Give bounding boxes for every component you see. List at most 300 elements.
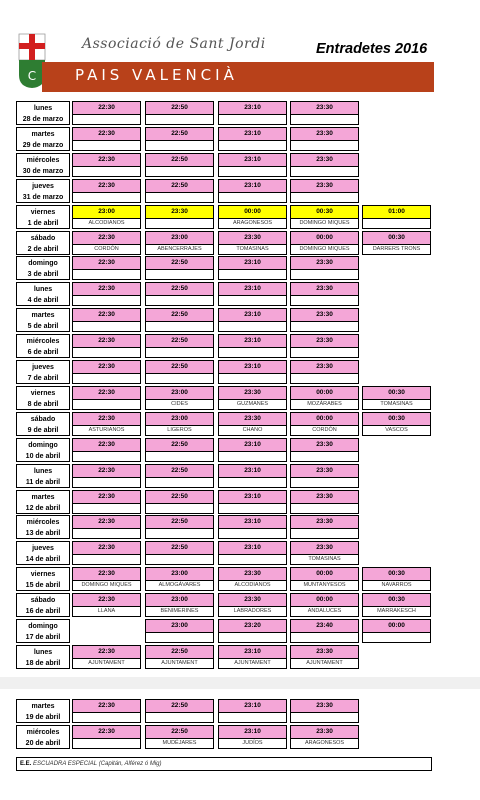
- schedule-cell: [72, 231, 141, 255]
- schedule-cell: [290, 412, 359, 436]
- schedule-cell: [218, 515, 287, 539]
- day-date: 30 de marzo: [22, 167, 64, 175]
- entry-time: 00:30: [363, 232, 430, 245]
- day-date: 7 de abril: [27, 375, 59, 382]
- day-name: martes: [31, 703, 55, 710]
- entry-group: [73, 477, 140, 487]
- entry-group: [219, 554, 286, 564]
- entry-time: 22:30: [73, 465, 140, 478]
- entry-group: [146, 554, 213, 564]
- day-name: viernes: [30, 208, 56, 216]
- entry-group: LIGEROS: [167, 426, 192, 433]
- schedule-cell: [145, 619, 214, 643]
- day-date: 9 de abril: [27, 426, 59, 434]
- entry-time: 23:10: [219, 491, 286, 504]
- day-cell: [16, 127, 70, 151]
- day-date: 12 de abril: [25, 504, 61, 512]
- entry-group: [73, 451, 140, 461]
- entry-time: 22:30: [73, 128, 140, 141]
- schedule-cell: [72, 334, 141, 358]
- entry-group: [73, 373, 140, 383]
- entry-group: [146, 373, 213, 383]
- entry-group: ALCODIANOS: [88, 219, 125, 226]
- schedule-cell: [218, 386, 287, 410]
- entry-group: MARRAKESCH: [377, 608, 416, 615]
- entry-time: 23:10: [219, 439, 286, 452]
- schedule-cell: [72, 699, 141, 723]
- entry-group: [146, 712, 213, 722]
- day-name: martes: [31, 130, 55, 138]
- entry-time: 23:30: [219, 232, 286, 245]
- entry-group: [291, 373, 358, 383]
- entry-time: 22:50: [146, 154, 213, 167]
- entry-time: 22:30: [73, 335, 140, 348]
- schedule-cell: [145, 699, 214, 723]
- day-cell: [16, 179, 70, 203]
- entry-time: 22:50: [146, 309, 213, 322]
- day-name: viernes: [30, 389, 56, 397]
- schedule-cell: [145, 308, 214, 332]
- day-name: sábado: [30, 415, 56, 423]
- entry-group: [219, 321, 286, 331]
- day-cell: [16, 567, 70, 591]
- entry-group: [219, 140, 286, 150]
- page-title: Entradetes 2016: [316, 41, 428, 57]
- entry-group: [291, 477, 358, 487]
- entry-group: [363, 218, 430, 228]
- entry-time: 23:30: [219, 568, 286, 581]
- entry-group: [73, 192, 140, 202]
- schedule-cell: [290, 541, 359, 565]
- entry-group: [146, 632, 213, 642]
- entry-group: [73, 712, 140, 722]
- schedule-cell: [72, 101, 141, 125]
- schedule-cell: [145, 153, 214, 177]
- entry-time: 22:50: [146, 726, 213, 739]
- entry-time: 22:30: [73, 232, 140, 245]
- entry-group: CIDES: [171, 400, 188, 407]
- day-date: 13 de abril: [25, 530, 61, 538]
- legend-text: ESCUADRA ESPECIAL (Capitán, Alférez ó Mig): [33, 761, 162, 767]
- entry-group: DOMINGO MIQUES: [299, 219, 350, 226]
- entry-time: 22:50: [146, 361, 213, 374]
- legend: [16, 757, 432, 771]
- schedule-cell: [290, 645, 359, 669]
- entry-time: 22:50: [146, 646, 213, 659]
- day-date: 19 de abril: [25, 714, 61, 721]
- schedule-cell: [218, 567, 287, 591]
- entry-time: 23:10: [219, 102, 286, 115]
- schedule-cell: [290, 438, 359, 462]
- entry-group: CORDÓN: [94, 245, 119, 252]
- schedule-cell: [72, 645, 141, 669]
- entry-time: 23:30: [291, 102, 358, 115]
- schedule-cell: [290, 699, 359, 723]
- schedule-cell: [145, 725, 214, 749]
- day-name: domingo: [28, 623, 58, 630]
- day-date: 17 de abril: [25, 634, 61, 641]
- day-cell: [16, 412, 70, 436]
- schedule-cell: [145, 567, 214, 591]
- entry-time: 22:30: [73, 439, 140, 452]
- schedule-cell: [218, 360, 287, 384]
- day-date: 16 de abril: [25, 608, 61, 616]
- entry-group: [146, 347, 213, 357]
- schedule-cell: [145, 386, 214, 410]
- schedule-cell: [218, 231, 287, 255]
- entry-time: 23:10: [219, 542, 286, 555]
- entry-group: [73, 140, 140, 150]
- schedule-cell: [218, 179, 287, 203]
- schedule-cell: [290, 179, 359, 203]
- entry-group: [291, 295, 358, 305]
- entry-group: [73, 166, 140, 176]
- entry-time: 00:00: [291, 568, 358, 581]
- schedule-cell: [145, 231, 214, 255]
- schedule-cell: [218, 645, 287, 669]
- day-cell: [16, 464, 70, 488]
- entry-time: 23:30: [291, 491, 358, 504]
- entry-time: 23:30: [291, 335, 358, 348]
- entry-time: 22:30: [73, 542, 140, 555]
- schedule-cell: [218, 334, 287, 358]
- day-cell: [16, 725, 70, 749]
- entry-time: 00:30: [291, 206, 358, 219]
- day-name: martes: [31, 493, 55, 501]
- entry-time: 00:00: [291, 413, 358, 426]
- schedule-cell: [72, 256, 141, 280]
- schedule-cell: [145, 127, 214, 151]
- entry-time: 23:10: [219, 309, 286, 322]
- schedule-cell: [145, 101, 214, 125]
- day-cell: [16, 699, 70, 723]
- schedule-cell: [362, 593, 431, 617]
- entry-time: 22:30: [73, 361, 140, 374]
- entry-group: [291, 269, 358, 279]
- entry-group: DARRERS TRONS: [372, 245, 421, 252]
- day-cell: [16, 231, 70, 255]
- entry-group: ANDALUCES: [307, 608, 342, 615]
- day-date: 5 de abril: [27, 323, 59, 331]
- day-cell: [16, 282, 70, 306]
- entry-time: 22:50: [146, 439, 213, 452]
- day-name: sábado: [30, 597, 56, 605]
- schedule-cell: [362, 619, 431, 643]
- day-date: 3 de abril: [27, 271, 59, 279]
- entry-group: [146, 269, 213, 279]
- entry-time: 22:30: [73, 568, 140, 581]
- entry-group: [146, 140, 213, 150]
- entry-group: TOMASINAS: [308, 556, 341, 563]
- entry-time: 00:30: [363, 387, 430, 400]
- entry-group: [219, 503, 286, 513]
- day-cell: [16, 101, 70, 125]
- day-date: 14 de abril: [25, 556, 61, 564]
- entry-group: TOMASINAS: [380, 400, 413, 407]
- day-date: 29 de marzo: [22, 141, 64, 149]
- schedule-cell: [72, 438, 141, 462]
- schedule-cell: [218, 205, 287, 229]
- schedule-cell: [218, 153, 287, 177]
- day-date: 2 de abril: [27, 245, 59, 253]
- entry-group: ALMOGÁVARES: [158, 582, 201, 589]
- entry-group: [291, 347, 358, 357]
- entry-time: 23:10: [219, 646, 286, 659]
- entry-group: [146, 528, 213, 538]
- entry-time: 23:30: [291, 361, 358, 374]
- entry-group: [73, 347, 140, 357]
- entry-time: 00:00: [219, 206, 286, 219]
- entry-time: 23:00: [146, 232, 213, 245]
- entry-time: 23:10: [219, 361, 286, 374]
- entry-time: 22:50: [146, 700, 213, 713]
- entry-group: CORDÓN: [312, 426, 337, 433]
- day-name: martes: [31, 312, 55, 320]
- schedule-cell: [145, 515, 214, 539]
- entry-group: CHANO: [242, 426, 263, 433]
- entry-group: BENIMERINES: [160, 608, 199, 615]
- entry-time: 22:30: [73, 516, 140, 529]
- entry-group: [219, 192, 286, 202]
- schedule-cell: [362, 567, 431, 591]
- entry-time: 22:50: [146, 491, 213, 504]
- schedule-cell: [72, 179, 141, 203]
- schedule-cell: [72, 567, 141, 591]
- day-date: 1 de abril: [27, 219, 59, 227]
- entry-group: [73, 738, 140, 748]
- entry-time: 23:30: [219, 413, 286, 426]
- entry-group: NAVARROS: [381, 582, 412, 589]
- schedule-cell: [72, 490, 141, 514]
- entry-group: [219, 451, 286, 461]
- day-name: jueves: [32, 182, 54, 190]
- entry-time: 22:50: [146, 283, 213, 296]
- day-name: lunes: [33, 286, 53, 294]
- region-title: PAIS VALENCIÀ: [75, 66, 238, 84]
- entry-group: ASTURIANOS: [88, 426, 125, 433]
- entry-group: TOMASINAS: [236, 245, 269, 252]
- entry-group: LLANA: [97, 608, 116, 615]
- schedule-cell: [218, 725, 287, 749]
- entry-group: [73, 554, 140, 564]
- entry-group: [146, 295, 213, 305]
- day-name: domingo: [28, 260, 58, 268]
- schedule-cell: [72, 464, 141, 488]
- entry-time: 00:00: [291, 594, 358, 607]
- entry-time: 22:50: [146, 335, 213, 348]
- schedule-cell: [72, 360, 141, 384]
- entry-group: [73, 528, 140, 538]
- schedule-cell: [218, 127, 287, 151]
- schedule-cell: [218, 699, 287, 723]
- entry-time: 00:00: [291, 387, 358, 400]
- entry-time: 23:00: [146, 620, 213, 633]
- schedule-cell: [290, 153, 359, 177]
- entry-time: 22:30: [73, 154, 140, 167]
- schedule-cell: [218, 541, 287, 565]
- day-name: sábado: [30, 234, 56, 242]
- schedule-cell: [218, 619, 287, 643]
- entry-group: [219, 166, 286, 176]
- schedule-cell: [72, 725, 141, 749]
- entry-group: [219, 373, 286, 383]
- entry-time: 23:00: [146, 594, 213, 607]
- day-cell: [16, 490, 70, 514]
- entry-time: 00:30: [363, 568, 430, 581]
- entry-time: 23:30: [291, 516, 358, 529]
- entry-group: VASCOS: [385, 426, 408, 433]
- entry-group: [73, 114, 140, 124]
- entry-time: 22:30: [73, 700, 140, 713]
- entry-time: 23:10: [219, 154, 286, 167]
- entry-group: [219, 477, 286, 487]
- entry-group: [291, 503, 358, 513]
- association-name: Associació de Sant Jordi: [82, 36, 266, 52]
- schedule-cell: [218, 464, 287, 488]
- schedule-cell: [145, 412, 214, 436]
- schedule-cell: [145, 256, 214, 280]
- schedule-cell: [218, 412, 287, 436]
- schedule-cell: [290, 101, 359, 125]
- entry-group: ARAGONESOS: [232, 219, 273, 226]
- schedule-cell: [290, 334, 359, 358]
- entry-time: 23:00: [146, 387, 213, 400]
- entry-time: 23:30: [291, 646, 358, 659]
- entry-time: 22:30: [73, 309, 140, 322]
- schedule-cell: [290, 282, 359, 306]
- schedule-cell: [145, 179, 214, 203]
- day-date: 8 de abril: [27, 400, 59, 408]
- entry-time: 23:30: [291, 128, 358, 141]
- schedule-cell: [145, 438, 214, 462]
- schedule-cell: [290, 127, 359, 151]
- schedule-cell: [290, 231, 359, 255]
- schedule-cell: [145, 334, 214, 358]
- entry-group: MUDÉJARES: [162, 739, 197, 746]
- day-cell: [16, 619, 70, 643]
- day-name: jueves: [32, 545, 54, 553]
- schedule-cell: [72, 412, 141, 436]
- entry-time: 23:10: [219, 700, 286, 713]
- schedule-cell: [72, 593, 141, 617]
- entry-group: [73, 295, 140, 305]
- schedule-cell: [362, 231, 431, 255]
- entry-time: 23:10: [219, 128, 286, 141]
- schedule-cell: [145, 205, 214, 229]
- entry-group: [291, 192, 358, 202]
- entry-group: [146, 451, 213, 461]
- day-date: 11 de abril: [25, 478, 61, 486]
- entry-time: 22:30: [73, 180, 140, 193]
- entry-group: AJUNTAMENT: [234, 659, 271, 666]
- schedule-cell: [290, 386, 359, 410]
- entry-group: ARAGONESOS: [304, 739, 345, 746]
- schedule-cell: [290, 725, 359, 749]
- day-date: 28 de marzo: [22, 116, 64, 123]
- entry-time: 23:10: [219, 180, 286, 193]
- schedule-cell: [145, 490, 214, 514]
- entry-group: AJUNTAMENT: [161, 659, 198, 666]
- entry-group: LABRADORES: [233, 608, 272, 615]
- day-name: lunes: [33, 105, 53, 112]
- entry-time: 23:30: [219, 594, 286, 607]
- entry-time: 23:10: [219, 257, 286, 270]
- day-cell: [16, 256, 70, 280]
- schedule-cell: [290, 490, 359, 514]
- entry-time: 23:30: [291, 154, 358, 167]
- entry-group: [291, 140, 358, 150]
- entry-time: 23:20: [219, 620, 286, 633]
- entry-time: 23:00: [146, 413, 213, 426]
- day-cell: [16, 360, 70, 384]
- schedule-cell: [362, 205, 431, 229]
- entry-group: AJUNTAMENT: [88, 659, 125, 666]
- entry-time: 23:30: [291, 465, 358, 478]
- entry-time: 22:30: [73, 257, 140, 270]
- entry-time: 22:30: [73, 102, 140, 115]
- entry-group: [73, 503, 140, 513]
- entry-time: 23:30: [146, 206, 213, 219]
- day-name: miércoles: [26, 338, 60, 346]
- entry-group: [219, 712, 286, 722]
- schedule-cell: [218, 256, 287, 280]
- entry-time: 23:30: [291, 257, 358, 270]
- entry-time: 23:30: [291, 180, 358, 193]
- schedule-cell: [72, 282, 141, 306]
- entry-group: [291, 321, 358, 331]
- schedule-cell: [145, 645, 214, 669]
- entry-group: [291, 451, 358, 461]
- entry-group: [219, 528, 286, 538]
- day-cell: [16, 386, 70, 410]
- entry-group: [219, 632, 286, 642]
- schedule-cell: [290, 619, 359, 643]
- entry-time: 22:30: [73, 646, 140, 659]
- entry-time: 23:30: [291, 700, 358, 713]
- day-name: miércoles: [26, 728, 60, 736]
- entry-group: [291, 632, 358, 642]
- entry-time: 01:00: [363, 206, 430, 219]
- schedule-cell: [290, 256, 359, 280]
- schedule-cell: [218, 490, 287, 514]
- schedule-cell: [145, 360, 214, 384]
- day-cell: [16, 541, 70, 565]
- schedule-cell: [218, 438, 287, 462]
- entry-time: 22:50: [146, 102, 213, 115]
- schedule-cell: [362, 412, 431, 436]
- schedule-cell: [290, 515, 359, 539]
- schedule-cell: [72, 127, 141, 151]
- day-date: 20 de abril: [25, 739, 61, 747]
- entry-time: 22:50: [146, 516, 213, 529]
- day-date: 10 de abril: [25, 452, 61, 460]
- day-name: lunes: [33, 467, 53, 475]
- schedule-cell: [72, 153, 141, 177]
- entry-time: 23:00: [73, 206, 140, 219]
- entry-group: [291, 528, 358, 538]
- schedule-cell: [72, 515, 141, 539]
- day-cell: [16, 593, 70, 617]
- schedule-cell: [72, 541, 141, 565]
- entry-time: 00:30: [363, 413, 430, 426]
- entry-group: [146, 114, 213, 124]
- entry-time: 22:30: [73, 726, 140, 739]
- entry-time: 00:00: [363, 620, 430, 633]
- entry-group: DOMINGO MIQUES: [81, 582, 132, 589]
- schedule-cell: [218, 282, 287, 306]
- legend-abbr: E.E.: [20, 761, 32, 767]
- entry-group: [291, 712, 358, 722]
